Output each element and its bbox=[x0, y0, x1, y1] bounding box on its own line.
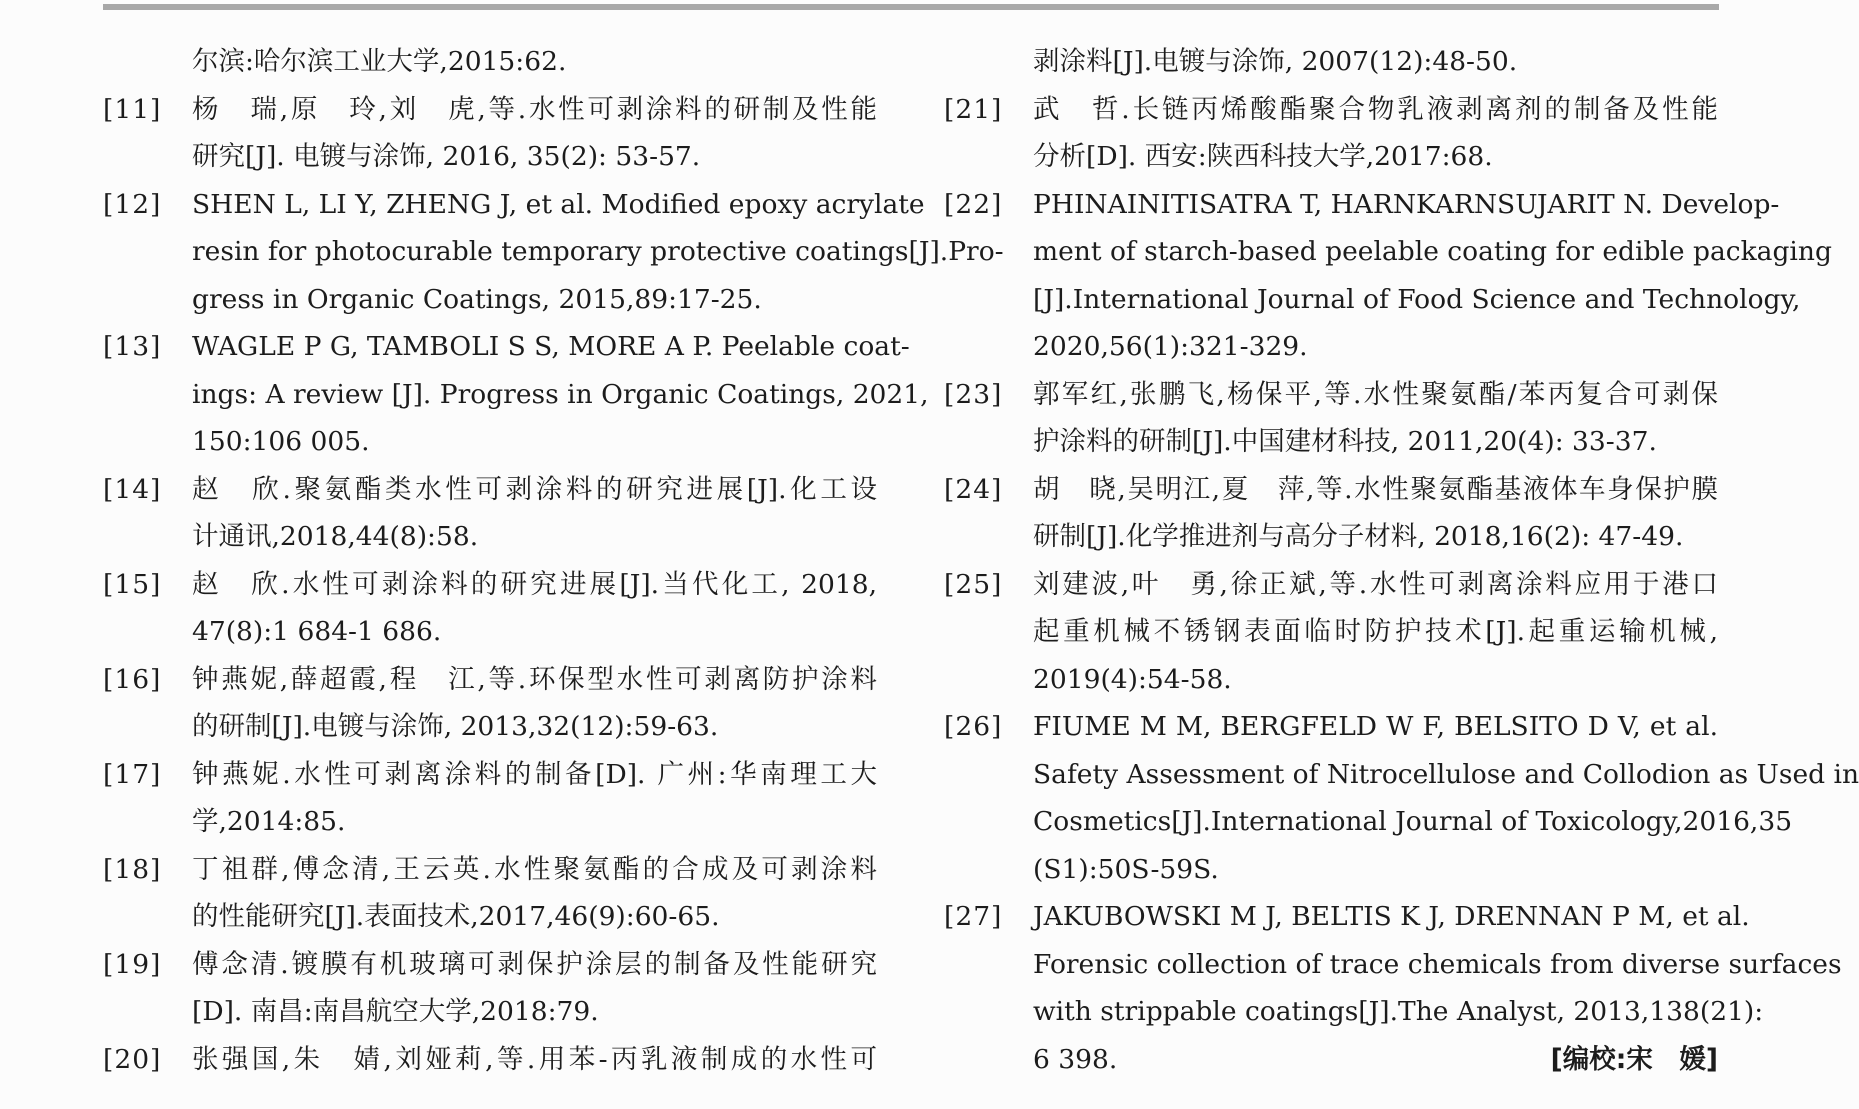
reference-text: PHINAINITISATRA T, HARNKARNSUJARIT N. Develop- bbox=[1033, 188, 1780, 220]
reference-text: [D]. 南昌:南昌航空大学,2018:79. bbox=[192, 996, 599, 1027]
reference-text: 护涂料的研制[J].中国建材科技, 2011,20(4): 33-37. bbox=[1033, 426, 1657, 457]
reference-number: [13] bbox=[103, 331, 162, 362]
reference-text: 47(8):1 684-1 686. bbox=[192, 616, 442, 647]
reference-line bbox=[103, 893, 877, 941]
reference-text: Safety Assessment of Nitrocellulose and Collodion as Used in bbox=[1033, 758, 1859, 790]
reference-text: 起重机械不锈钢表面临时防护技术[J].起重运输机械, bbox=[1033, 616, 1718, 647]
reference-text: 的性能研究[J].表面技术,2017,46(9):60-65. bbox=[192, 901, 720, 932]
reference-line bbox=[944, 276, 1801, 324]
reference-line bbox=[944, 181, 1780, 229]
reference-text: 傅念清.镀膜有机玻璃可剥保护涂层的制备及性能研究 bbox=[192, 948, 877, 980]
reference-text: 150:106 005. bbox=[192, 426, 370, 457]
reference-number: [18] bbox=[103, 853, 162, 885]
reference-line bbox=[103, 466, 877, 514]
reference-line bbox=[103, 988, 877, 1036]
reference-text: Cosmetics[J].International Journal of Toxicology,2016,35 bbox=[1033, 806, 1793, 837]
reference-line bbox=[103, 513, 877, 561]
reference-number: [24] bbox=[944, 473, 1003, 505]
reference-text: [J].International Journal of Food Science and Technology, bbox=[1033, 283, 1801, 315]
reference-line bbox=[944, 323, 1718, 371]
reference-line bbox=[944, 513, 1718, 561]
reference-text: 剥涂料[J].电镀与涂饰, 2007(12):48-50. bbox=[1033, 46, 1518, 77]
reference-line bbox=[944, 798, 1793, 846]
reference-text: 的研制[J].电镀与涂饰, 2013,32(12):59-63. bbox=[192, 711, 719, 742]
reference-number: [20] bbox=[103, 1043, 162, 1075]
reference-number: [27] bbox=[944, 901, 1003, 932]
reference-text: 研制[J].化学推进剂与高分子材料, 2018,16(2): 47-49. bbox=[1033, 521, 1684, 552]
reference-line bbox=[103, 418, 877, 466]
reference-line bbox=[944, 656, 1718, 704]
reference-number: [25] bbox=[944, 568, 1003, 600]
reference-line bbox=[103, 798, 877, 846]
references-right-column bbox=[944, 38, 1859, 1083]
reference-line bbox=[944, 561, 1718, 609]
reference-text: 丁祖群,傅念清,王云英.水性聚氨酯的合成及可剥涂料 bbox=[192, 853, 877, 885]
reference-line bbox=[944, 846, 1718, 894]
reference-line bbox=[944, 1036, 1718, 1084]
reference-line bbox=[103, 656, 877, 704]
reference-number: [17] bbox=[103, 758, 162, 790]
reference-number: [21] bbox=[944, 93, 1003, 125]
reference-line bbox=[944, 751, 1859, 799]
reference-line bbox=[944, 38, 1718, 86]
reference-text: 钟燕妮,薛超霞,程 江,等.环保型水性可剥离防护涂料 bbox=[192, 663, 877, 695]
reference-line bbox=[944, 86, 1718, 134]
reference-text: 6 398. bbox=[1033, 1043, 1118, 1075]
reference-text: with strippable coatings[J].The Analyst, 2013,138(21): bbox=[1033, 996, 1764, 1027]
reference-line bbox=[944, 466, 1718, 514]
reference-line bbox=[944, 608, 1718, 656]
reference-line bbox=[103, 323, 910, 371]
reference-text: gress in Organic Coatings, 2015,89:17-25. bbox=[192, 283, 762, 315]
reference-text: WAGLE P G, TAMBOLI S S, MORE A P. Peelable coat- bbox=[192, 331, 910, 362]
reference-line bbox=[944, 228, 1832, 276]
reference-text: 张强国,朱 婧,刘娅莉,等.用苯-丙乳液制成的水性可 bbox=[192, 1043, 877, 1075]
reference-text: 分析[D]. 西安:陕西科技大学,2017:68. bbox=[1033, 141, 1493, 172]
reference-line bbox=[103, 608, 877, 656]
reference-text: (S1):50S-59S. bbox=[1033, 853, 1219, 885]
reference-text: 尔滨:哈尔滨工业大学,2015:62. bbox=[192, 46, 567, 77]
reference-line bbox=[944, 941, 1842, 989]
reference-text: 杨 瑞,原 玲,刘 虎,等.水性可剥涂料的研制及性能 bbox=[192, 93, 877, 125]
reference-line bbox=[103, 1036, 877, 1084]
reference-number: [11] bbox=[103, 93, 162, 125]
top-rule bbox=[103, 4, 1719, 10]
reference-line bbox=[944, 703, 1718, 751]
reference-line bbox=[103, 86, 877, 134]
reference-line bbox=[103, 751, 877, 799]
reference-line bbox=[103, 371, 929, 419]
reference-text: Forensic collection of trace chemicals from diverse surfaces bbox=[1033, 948, 1842, 980]
reference-text: 刘建波,叶 勇,徐正斌,等.水性可剥离涂料应用于港口 bbox=[1033, 568, 1718, 600]
reference-number: [26] bbox=[944, 711, 1003, 742]
reference-line bbox=[103, 846, 877, 894]
reference-line bbox=[944, 371, 1718, 419]
reference-number: [22] bbox=[944, 188, 1003, 220]
reference-text: 钟燕妮.水性可剥离涂料的制备[D]. 广州:华南理工大 bbox=[192, 758, 877, 790]
reference-line bbox=[103, 703, 877, 751]
reference-text: ment of starch-based peelable coating for edible packaging bbox=[1033, 236, 1832, 267]
reference-text: 计通讯,2018,44(8):58. bbox=[192, 521, 479, 552]
reference-number: [16] bbox=[103, 663, 162, 695]
reference-line bbox=[103, 941, 877, 989]
reference-number: [23] bbox=[944, 378, 1003, 410]
reference-text: 赵 欣.聚氨酯类水性可剥涂料的研究进展[J].化工设 bbox=[192, 473, 877, 505]
reference-text: SHEN L, LI Y, ZHENG J, et al. Modified epoxy acrylate bbox=[192, 188, 925, 220]
reference-line bbox=[944, 418, 1718, 466]
reference-line bbox=[103, 276, 877, 324]
reference-line bbox=[103, 133, 877, 181]
reference-text: 研究[J]. 电镀与涂饰, 2016, 35(2): 53-57. bbox=[192, 141, 701, 172]
reference-text: ings: A review [J]. Progress in Organic Coatings, 2021, bbox=[192, 378, 929, 410]
reference-text: 武 哲.长链丙烯酸酯聚合物乳液剥离剂的制备及性能 bbox=[1033, 93, 1718, 125]
reference-text: 学,2014:85. bbox=[192, 806, 346, 837]
reference-line bbox=[103, 38, 877, 86]
reference-text: 2020,56(1):321-329. bbox=[1033, 331, 1308, 362]
reference-text: 2019(4):54-58. bbox=[1033, 663, 1232, 695]
reference-number: [19] bbox=[103, 948, 162, 980]
reference-line bbox=[103, 181, 925, 229]
editor-note: [编校:宋 媛] bbox=[1550, 1043, 1718, 1075]
reference-line bbox=[103, 228, 1004, 276]
reference-line bbox=[944, 133, 1718, 181]
reference-number: [15] bbox=[103, 568, 162, 600]
reference-number: [14] bbox=[103, 473, 162, 505]
reference-text: 郭军红,张鹏飞,杨保平,等.水性聚氨酯/苯丙复合可剥保 bbox=[1033, 378, 1718, 410]
reference-line bbox=[103, 561, 877, 609]
reference-line bbox=[944, 893, 1750, 941]
reference-text: JAKUBOWSKI M J, BELTIS K J, DRENNAN P M, et al. bbox=[1033, 901, 1750, 932]
reference-text: 赵 欣.水性可剥涂料的研究进展[J].当代化工, 2018, bbox=[192, 568, 877, 600]
reference-text: 胡 晓,吴明江,夏 萍,等.水性聚氨酯基液体车身保护膜 bbox=[1033, 473, 1718, 505]
reference-number: [12] bbox=[103, 188, 162, 220]
reference-line bbox=[944, 988, 1764, 1036]
reference-text: resin for photocurable temporary protective coatings[J].Pro- bbox=[192, 236, 1004, 267]
reference-text: FIUME M M, BERGFELD W F, BELSITO D V, et al. bbox=[1033, 711, 1718, 742]
